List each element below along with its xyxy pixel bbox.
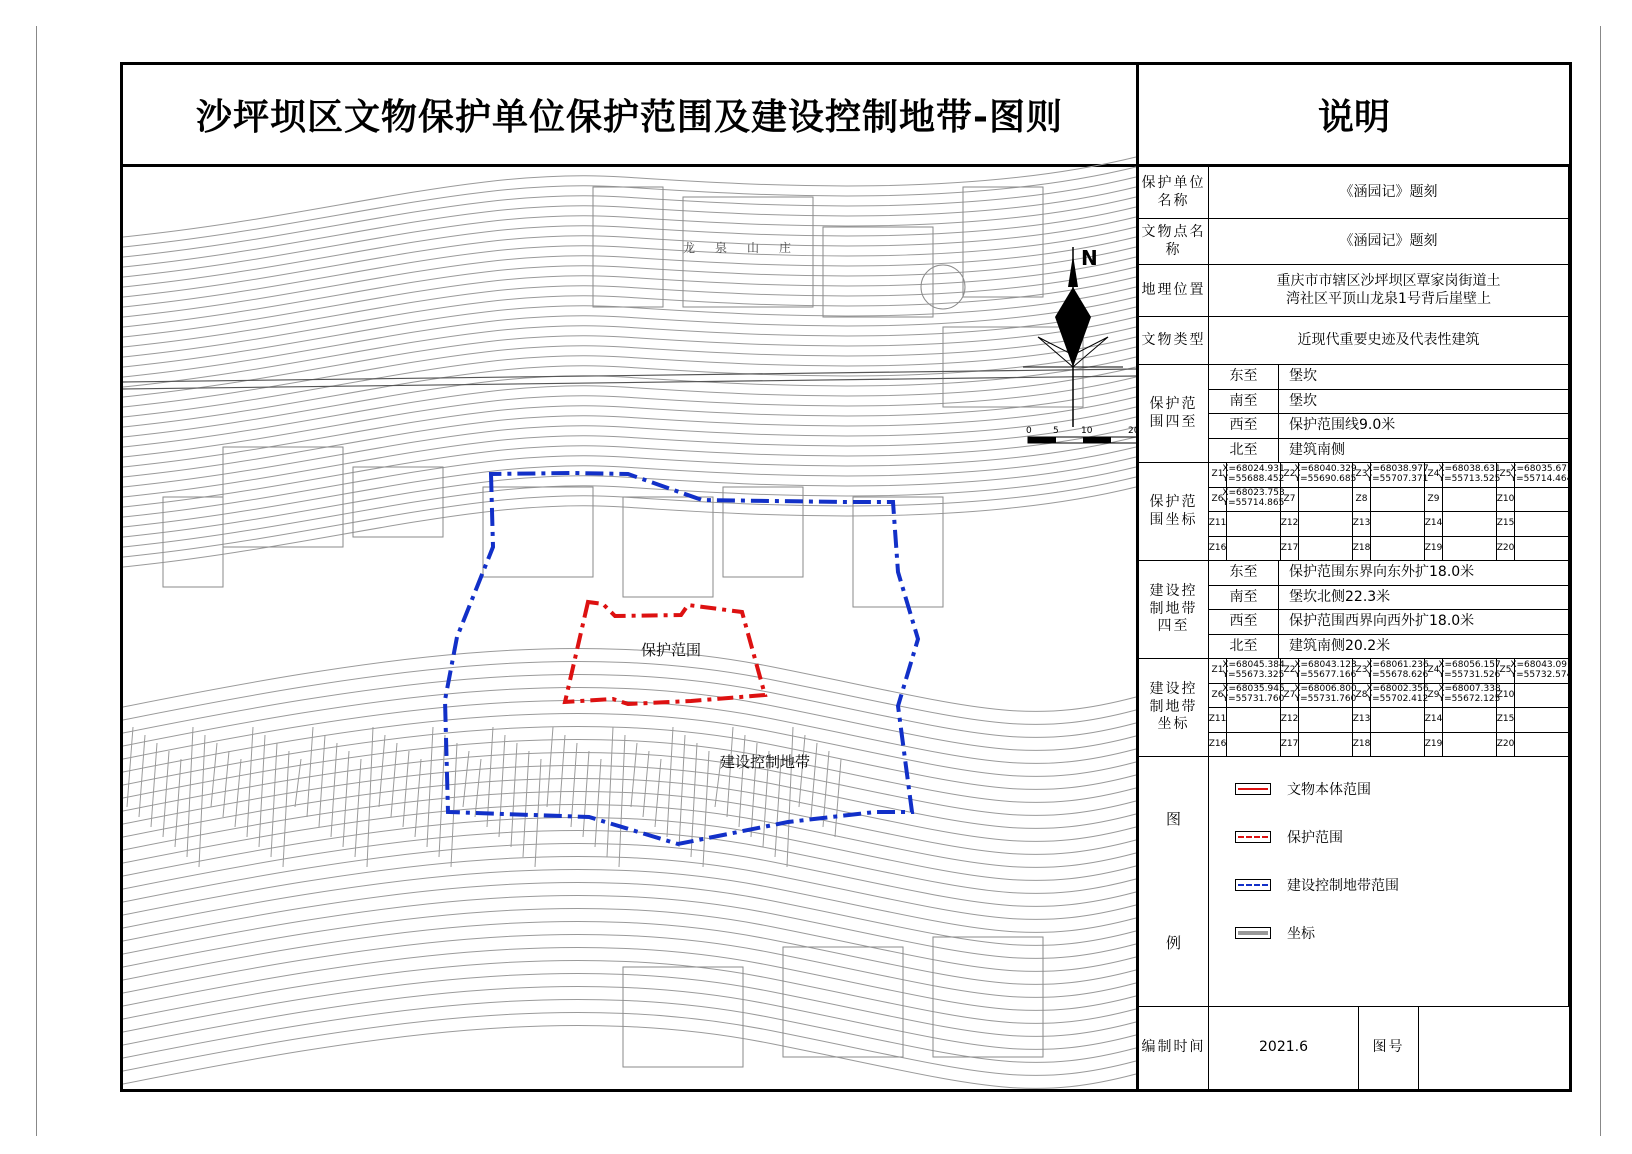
notes-title: 说明 [1317,97,1390,138]
protect-coord-id: Z18 [1353,537,1371,562]
slope-hatch [547,727,553,807]
scale-tick-10: 10 [1081,426,1093,436]
drawing-frame [120,62,1572,1092]
protect-coord-xy [1438,463,1501,488]
slope-hatch [271,743,277,857]
protect-coord-id: Z17 [1281,537,1299,562]
map-label-protection-range: 保护范围 [641,641,702,659]
scale-tick-0: 0 [1026,426,1032,436]
control-coord-xy [1366,659,1429,684]
control-coord-x: X=68056.157 [1438,659,1501,670]
protect-coord-id: Z19 [1425,537,1443,562]
protect-coord-y: Y=55707.371 [1366,473,1429,484]
control-coord-xy [1222,659,1285,684]
protect-coord-id: Z5 [1497,463,1515,488]
building-outlines [163,187,1083,1067]
category-label: 文物类型 [1139,317,1209,365]
control-coord-y: Y=55673.325 [1222,669,1285,680]
point-name-label: 文物点名称 [1139,219,1209,265]
control-coord-xy [1366,684,1429,709]
protect-coord-id: Z20 [1497,537,1515,562]
control-coord-xy [1299,708,1353,733]
protect-coord-y: Y=55714.464 [1510,473,1573,484]
protect-coord-xy [1443,488,1497,513]
figno-label: 图号 [1359,1007,1419,1089]
location-value [1209,265,1569,317]
control-coord-x: X=68007.338 [1438,684,1501,695]
protect-coord-id: Z4 [1425,463,1443,488]
protect-bound-value: 堡坎 [1279,390,1569,415]
control-coord-y: Y=55678.626 [1366,669,1429,680]
unit-name-label: 保护单位名称 [1139,167,1209,219]
protect-coord-y: Y=55713.525 [1438,473,1501,484]
control-coord-y: Y=55731.760 [1222,694,1285,705]
slope-hatch [499,735,505,837]
control-coord-id: Z7 [1281,684,1299,709]
protect-coord-id: Z12 [1281,512,1299,537]
slope-hatch [595,759,601,847]
protect-coord-x: X=68038.977 [1366,463,1429,474]
point-name-value: 《涵园记》题刻 [1209,219,1569,265]
legend-label-a: 图 [1165,809,1181,828]
slope-hatch [415,759,421,837]
control-coord-id: Z6 [1209,684,1227,709]
slope-hatch [775,759,781,857]
control-coord-xy [1227,708,1281,733]
control-coord-xy [1443,733,1497,758]
control-coord-xy [1294,659,1357,684]
control-coord-xy [1294,684,1357,709]
protect-bound-dir: 南至 [1209,390,1279,415]
protect-coord-x: X=68024.931 [1222,463,1285,474]
slope-hatch [391,743,397,817]
protect-coords-label: 保护范围坐标 [1139,463,1209,561]
protect-coord-xy [1515,512,1569,537]
sheet-edge-right [1600,26,1601,1136]
protect-coord-x: X=68035.675 [1510,463,1573,474]
protect-coord-id: Z11 [1209,512,1227,537]
slope-hatch [655,759,661,827]
protect-bound-dir: 西至 [1209,414,1279,439]
building-outline [963,187,1043,297]
control-bound-value: 保护范围东界向东外扩18.0米 [1279,561,1569,586]
control-coord-y: Y=55672.125 [1438,694,1501,705]
slope-hatch [799,735,805,807]
location-line-1: 重庆市市辖区沙坪坝区覃家岗街道土 [1276,273,1501,289]
building-outline [623,967,743,1067]
round-feature [921,265,965,309]
protect-coord-id: Z10 [1497,488,1515,513]
protect-coord-xy [1443,537,1497,562]
legend-swatch-body [1235,783,1271,795]
control-coord-id: Z13 [1353,708,1371,733]
protect-coord-x: X=68023.753 [1222,488,1285,499]
control-coord-id: Z4 [1425,659,1443,684]
control-coord-xy [1371,733,1425,758]
location-label: 地理位置 [1139,265,1209,317]
protect-coord-xy [1227,537,1281,562]
slope-hatch [511,743,517,847]
control-coord-id: Z16 [1209,733,1227,758]
control-bound-dir: 西至 [1209,610,1279,635]
protect-coord-id: Z6 [1209,488,1227,513]
slope-hatch [439,735,445,857]
protect-coord-id: Z8 [1353,488,1371,513]
control-coord-xy [1515,708,1569,733]
protect-coord-id: Z13 [1353,512,1371,537]
legend-item-label: 文物本体范围 [1287,782,1371,798]
contour-line [123,986,1136,1049]
control-coord-x: X=68043.123 [1294,659,1357,670]
control-coord-xy [1438,684,1501,709]
protect-coord-xy [1371,512,1425,537]
date-label: 编制时间 [1139,1007,1209,1089]
info-panel [1139,167,1573,1089]
slope-hatch [331,743,337,837]
scale-tick-5: 5 [1053,426,1059,436]
slope-hatch [343,751,349,847]
protect-coord-id: Z16 [1209,537,1227,562]
control-coord-y: Y=55677.166 [1294,669,1357,680]
protect-bounds-label: 保护范围四至 [1139,365,1209,463]
protect-coord-id: Z9 [1425,488,1443,513]
legend-swatch-coord [1235,927,1271,939]
legend-item [1235,779,1371,799]
slope-hatch [247,727,253,837]
figno-value [1419,1007,1569,1089]
building-outline [163,497,223,587]
control-coord-id: Z3 [1353,659,1371,684]
legend-item [1235,923,1315,943]
building-outline [853,497,943,607]
control-coord-y: Y=55732.574 [1510,669,1573,680]
control-coord-id: Z14 [1425,708,1443,733]
protect-coord-x: X=68038.631 [1438,463,1501,474]
control-coord-id: Z9 [1425,684,1443,709]
unit-name-value: 《涵园记》题刻 [1209,167,1569,219]
control-coord-x: X=68045.384 [1222,659,1285,670]
control-coord-xy [1227,733,1281,758]
slope-hatch [679,735,685,847]
north-letter: N [1081,246,1098,270]
protect-coord-xy [1299,488,1353,513]
legend-label [1139,757,1209,1007]
legend-swatch-control [1235,879,1271,891]
control-coord-y: Y=55731.526 [1438,669,1501,680]
control-coord-id: Z11 [1209,708,1227,733]
control-coord-x: X=68061.236 [1366,659,1429,670]
protect-bound-dir: 东至 [1209,365,1279,390]
control-coord-xy [1222,684,1285,709]
contour-line [123,999,1136,1062]
control-coord-y: Y=55731.760 [1294,694,1357,705]
building-outline [353,467,443,537]
slope-hatch [727,727,733,817]
control-coord-id: Z12 [1281,708,1299,733]
protect-coord-xy [1299,537,1353,562]
topographic-map[interactable] [123,167,1140,1089]
legend-item-label: 保护范围 [1287,830,1343,846]
control-coord-y: Y=55702.412 [1366,694,1429,705]
legend-swatch-protection [1235,831,1271,843]
control-bound-value: 建筑南侧20.2米 [1279,635,1569,660]
protect-coord-id: Z2 [1281,463,1299,488]
control-coord-xy [1515,684,1569,709]
slope-hatch [127,727,133,807]
protect-coord-id: Z1 [1209,463,1227,488]
slope-hatch [379,735,385,807]
slope-hatch [151,743,157,827]
sheet-edge-left [36,26,37,1136]
control-bound-dir: 北至 [1209,635,1279,660]
location-line-2: 湾社区平顶山龙泉1号背后崖壁上 [1286,290,1491,307]
slope-hatch [235,759,241,827]
contour-line [123,477,1136,557]
protect-coord-y: Y=55688.452 [1222,473,1285,484]
slope-hatch [175,759,181,847]
protect-coord-y: Y=55714.865 [1222,498,1285,509]
protect-coord-xy [1515,537,1569,562]
scale-tick-20: 20 [1128,426,1140,436]
contour-line [123,1012,1136,1075]
legend-label-b: 例 [1165,934,1181,953]
protect-coord-xy [1443,512,1497,537]
slope-hatch [259,735,265,847]
control-coord-x: X=68006.800 [1294,684,1357,695]
slope-hatch [463,751,469,807]
category-value: 近现代重要史迹及代表性建筑 [1209,317,1569,365]
protect-coord-xy [1299,512,1353,537]
map-title: 沙坪坝区文物保护单位保护范围及建设控制地带-图则 [123,65,1139,164]
legend-item [1235,875,1399,895]
control-coord-xy [1510,659,1573,684]
legend-item-label: 坐标 [1287,926,1315,942]
control-coord-id: Z1 [1209,659,1227,684]
control-coord-id: Z18 [1353,733,1371,758]
slope-hatch [211,743,217,807]
building-outline [823,227,933,317]
protect-coord-xy [1227,512,1281,537]
protect-coord-xy [1222,463,1285,488]
control-coord-xy [1438,659,1501,684]
protect-bound-value: 建筑南侧 [1279,439,1569,464]
control-bound-value: 保护范围西界向西外扩18.0米 [1279,610,1569,635]
protect-bound-value: 保护范围线9.0米 [1279,414,1569,439]
control-coord-id: Z19 [1425,733,1443,758]
protect-coord-xy [1366,463,1429,488]
legend-item [1235,827,1343,847]
control-coord-id: Z10 [1497,684,1515,709]
slope-hatch [307,727,313,817]
control-coord-id: Z20 [1497,733,1515,758]
control-coords-label: 建设控制地带坐标 [1139,659,1209,757]
date-value: 2021.6 [1209,1007,1359,1089]
slope-hatch [583,751,589,837]
slope-hatch [619,735,625,867]
protect-coord-id: Z3 [1353,463,1371,488]
slope-hatch [739,735,745,827]
protect-coord-id: Z14 [1425,512,1443,537]
protect-bound-dir: 北至 [1209,439,1279,464]
map-canvas[interactable] [123,167,1139,1089]
protect-coord-id: Z15 [1497,512,1515,537]
protect-coord-xy [1222,488,1285,513]
slope-hatch [451,743,457,867]
slope-hatch [139,735,145,817]
map-label-control-zone: 建设控制地带 [720,753,811,771]
control-coord-id: Z17 [1281,733,1299,758]
slope-hatch [223,751,229,817]
control-coord-x: X=68043.091 [1510,659,1573,670]
control-coord-id: Z2 [1281,659,1299,684]
protect-coord-xy [1294,463,1357,488]
protect-coord-xy [1371,488,1425,513]
slope-hatch [631,743,637,807]
protect-coord-id: Z7 [1281,488,1299,513]
control-coord-xy [1443,708,1497,733]
protect-coord-xy [1515,488,1569,513]
legend-item-label: 建设控制地带范围 [1287,878,1399,894]
control-coord-xy [1371,708,1425,733]
control-bound-dir: 东至 [1209,561,1279,586]
slope-hatch [823,751,829,827]
title-row [123,65,1569,167]
protect-coord-xy [1510,463,1573,488]
slope-hatch [703,751,709,867]
control-bound-value: 堡坎北侧22.3米 [1279,586,1569,611]
control-coord-x: X=68002.356 [1366,684,1429,695]
protect-coord-y: Y=55690.685 [1294,473,1357,484]
protect-coord-xy [1371,537,1425,562]
control-coord-xy [1515,733,1569,758]
control-bound-dir: 南至 [1209,586,1279,611]
slope-hatch [535,759,541,867]
control-coord-id: Z5 [1497,659,1515,684]
control-coord-id: Z8 [1353,684,1371,709]
control-bounds-label: 建设控制地带四至 [1139,561,1209,659]
map-label-longquan: 龙泉山庄 [683,241,812,255]
control-coord-x: X=68035.945 [1222,684,1285,695]
contour-line [123,487,1136,567]
protect-coord-x: X=68040.329 [1294,463,1357,474]
control-coord-id: Z15 [1497,708,1515,733]
slope-hatch [571,743,577,827]
protect-bound-value: 堡坎 [1279,365,1569,390]
control-coord-xy [1299,733,1353,758]
